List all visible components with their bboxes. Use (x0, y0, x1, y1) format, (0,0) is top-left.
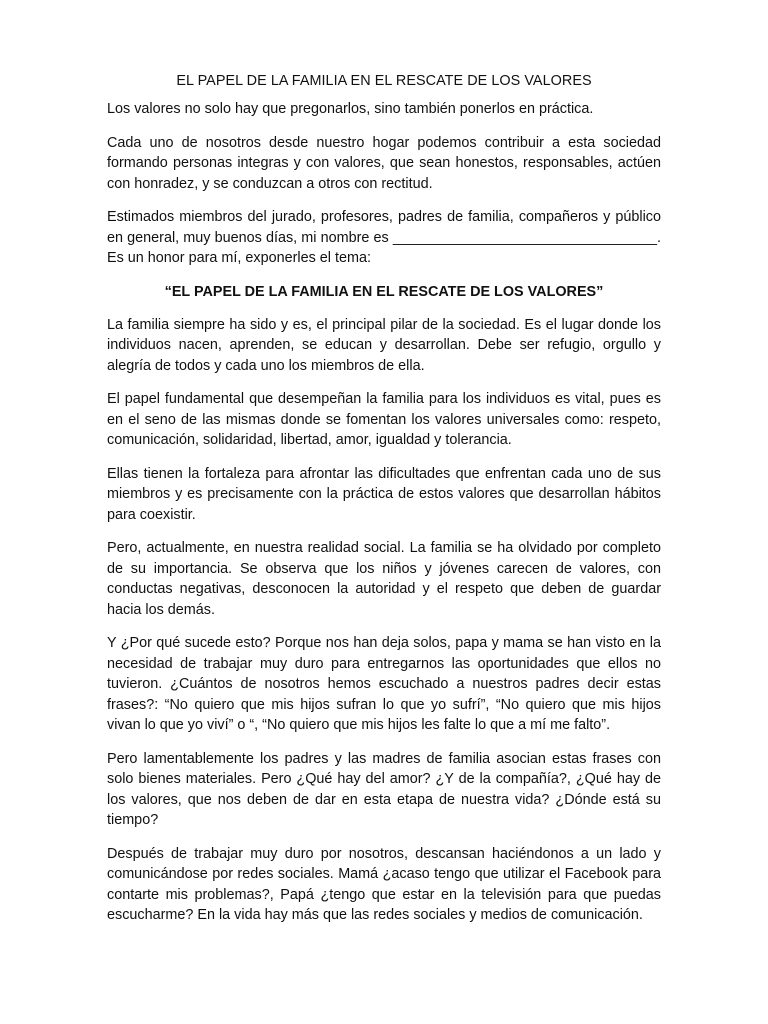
greeting-paragraph: Estimados miembros del jurado, profesores, padres de familia, compañeros y público en general, muy buenos días, mi nombre es _________________________________. Es un honor para mí, exponerles el tema: (107, 209, 661, 266)
social-networks-paragraph: Después de trabajar muy duro por nosotros, descansan haciéndonos a un lado y comunicándose por redes sociales. Mamá ¿acaso tengo que utilizar el Facebook para contarte mis problemas?, Papá ¿tengo que estar en la televisión para que puedas escucharme? En la vida hay más que las redes sociales y medios de comunicación. (107, 845, 661, 923)
why-paragraph: Y ¿Por qué sucede esto? Porque nos han deja solos, papa y mama se han visto en la necesidad de trabajar muy duro para entregarnos las oportunidades que ellos no tuvieron. ¿Cuántos de nosotros hemos escuchado a nuestros padres decir estas frases?: “No quiero que mis hijos sufran lo que yo sufrí”, “No quiero que mis hijos vivan lo que yo viví” o “, “No quiero que mis hijos les falte lo que a mí me falto”. (107, 635, 661, 733)
document-title: EL PAPEL DE LA FAMILIA EN EL RESCATE DE LOS VALORES (176, 73, 592, 89)
intro-paragraph: Los valores no solo hay que pregonarlos, sino también ponerlos en práctica. (107, 101, 594, 117)
home-paragraph: Cada uno de nosotros desde nuestro hogar podemos contribuir a esta sociedad formando personas integras y con valores, que sean honestos, responsables, actúen con honradez, y se conduzcan a otros con rectitud. (107, 134, 661, 192)
family-pillar-paragraph: La familia siempre ha sido y es, el principal pilar de la sociedad. Es el lugar donde los individuos nacen, aprenden, se educan y desarrollan. Debe ser refugio, orgullo y alegría de todos y cada uno los miembros de ella. (107, 316, 661, 374)
family-strength-paragraph: Ellas tienen la fortaleza para afrontar las dificultades que enfrentan cada uno de sus miembros y es precisamente con la práctica de estos valores que desarrollan hábitos para coexistir. (107, 465, 661, 523)
speech-topic-heading: “EL PAPEL DE LA FAMILIA EN EL RESCATE DE LOS VALORES” (164, 283, 604, 300)
document-body (107, 71, 661, 939)
family-role-paragraph: El papel fundamental que desempeñan la familia para los individuos es vital, pues es en el seno de las mismas donde se fomentan los valores universales como: respeto, comunicación, solidaridad, libertad, amor, igualdad y tolerancia. (107, 391, 661, 448)
material-goods-paragraph: Pero lamentablemente los padres y las madres de familia asocian estas frases con solo bienes materiales. Pero ¿Qué hay del amor? ¿Y de la compañía?, ¿Qué hay de los valores, que nos deben de dar en esta etapa de nuestra vida? ¿Dónde está su tiempo? (107, 750, 661, 828)
social-reality-paragraph: Pero, actualmente, en nuestra realidad social. La familia se ha olvidado por completo de su importancia. Se observa que los niños y jóvenes carecen de valores, con conductas negativas, desconocen la autoridad y el respeto que deben de guardar hacia los demás. (107, 540, 661, 618)
